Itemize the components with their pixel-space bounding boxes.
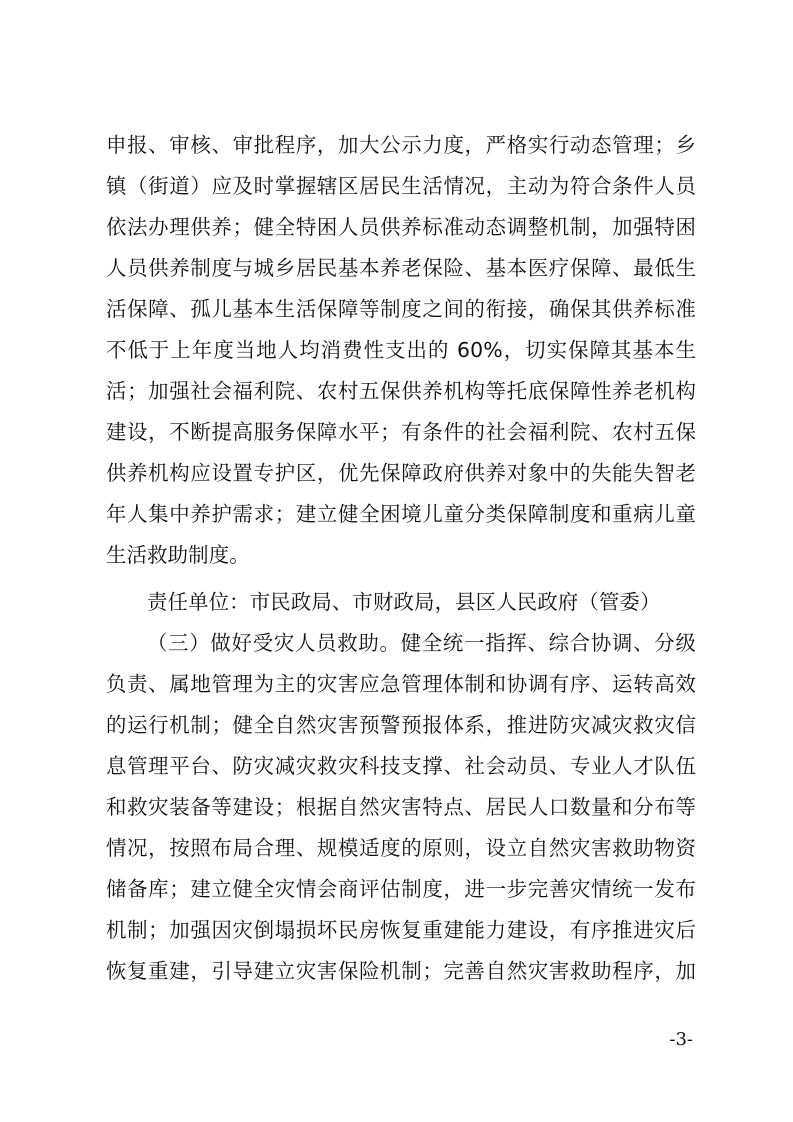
text-line: 储备库；建立健全灾情会商评估制度，进一步完善灾情统一发布 — [106, 877, 696, 901]
text-line: 年人集中养护需求；建立健全困境儿童分类保障制度和重病儿童 — [106, 502, 696, 526]
text-line: 申报、审核、审批程序，加大公示力度，严格实行动态管理；乡 — [106, 133, 696, 157]
section-heading-line: （三）做好受灾人员救助。健全统一指挥、综合协调、分级 — [147, 631, 696, 655]
text-line: 不低于上年度当地人均消费性支出的 60%，切实保障其基本生 — [106, 338, 696, 362]
text-line: 依法办理供养；健全特困人员供养标准动态调整机制，加强特困 — [106, 215, 696, 239]
text-line: 供养机构应设置专护区，优先保障政府供养对象中的失能失智老 — [106, 461, 696, 485]
text-line: 负责、属地管理为主的灾害应急管理体制和协调有序、运转高效 — [106, 672, 696, 696]
text-line: 的运行机制；健全自然灾害预警预报体系，推进防灾减灾救灾信 — [106, 713, 696, 737]
text-line: 建设，不断提高服务保障水平；有条件的社会福利院、农村五保 — [106, 420, 696, 444]
text-line: 息管理平台、防灾减灾救灾科技支撑、社会动员、专业人才队伍 — [106, 754, 696, 778]
text-line: 恢复重建，引导建立灾害保险机制；完善自然灾害救助程序，加 — [106, 959, 696, 983]
text-line: 活；加强社会福利院、农村五保供养机构等托底保障性养老机构 — [106, 379, 696, 403]
text-line: 情况，按照布局合理、规模适度的原则，设立自然灾害救助物资 — [106, 836, 696, 860]
text-line: 生活救助制度。 — [106, 543, 250, 567]
text-line: 人员供养制度与城乡居民基本养老保险、基本医疗保障、最低生 — [106, 256, 696, 280]
responsible-units-line: 责任单位：市民政局、市财政局，县区人民政府（管委） — [147, 590, 661, 614]
page-number: -3- — [669, 1029, 693, 1050]
text-line: 机制；加强因灾倒塌损坏民房恢复重建能力建设，有序推进灾后 — [106, 918, 696, 942]
text-line: 镇（街道）应及时掌握辖区居民生活情况，主动为符合条件人员 — [106, 174, 696, 198]
text-line: 和救灾装备等建设；根据自然灾害特点、居民人口数量和分布等 — [106, 795, 696, 819]
text-line: 活保障、孤儿基本生活保障等制度之间的衔接，确保其供养标准 — [106, 297, 696, 321]
